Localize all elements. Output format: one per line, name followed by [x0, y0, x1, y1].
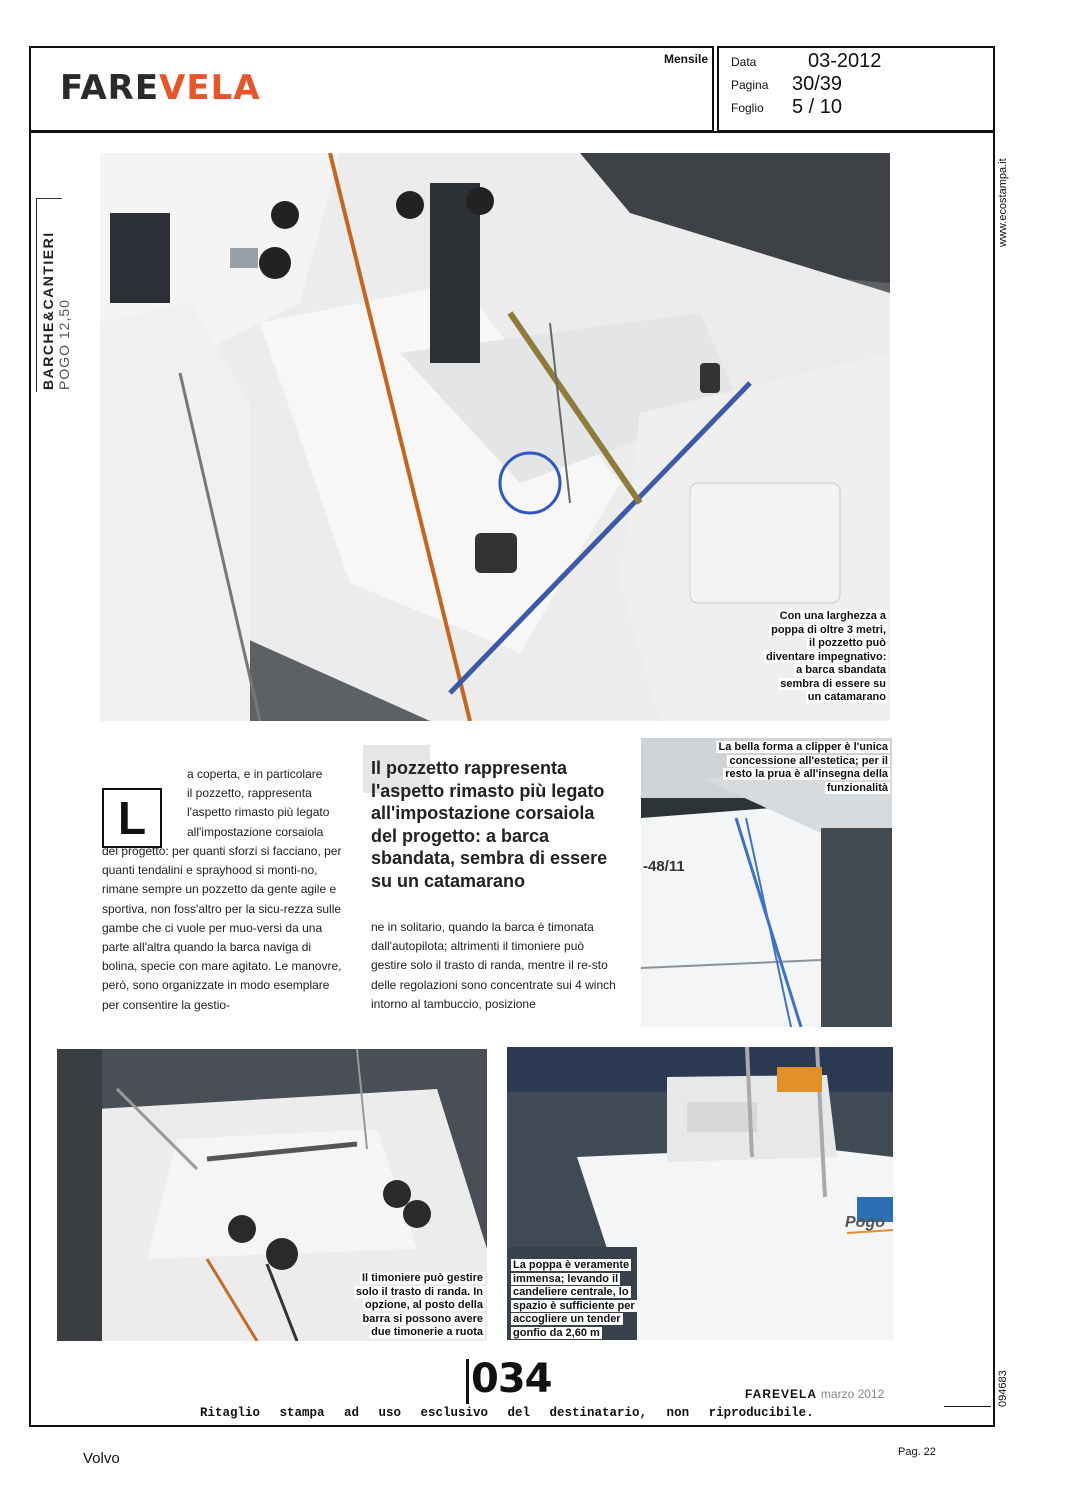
disclaimer: Ritaglio stampa ad uso esclusivo del destinatario, non riproducibile. — [200, 1406, 814, 1420]
source-url: www.ecostampa.it — [997, 158, 1009, 247]
lead-line-2: il pozzetto, rappresenta — [187, 786, 312, 801]
lead-line-3: l'aspetto rimasto più legato — [187, 805, 330, 820]
brand-name: Pogo — [845, 1214, 885, 1231]
lead-line-1: a coperta, e in particolare — [187, 767, 323, 781]
hull-number: -48/11 — [643, 858, 685, 875]
footer-issue-date: marzo 2012 — [820, 1387, 885, 1401]
caption-stern-text: La poppa è veramente immensa; levando il candeliere centrale, lo spazio è sufficiente per accogliere un tender gonfio da 2,60 m — [513, 1259, 635, 1339]
caption-main-photo — [764, 610, 888, 705]
footer-magazine — [745, 1387, 884, 1401]
caption-main-text: Con una larghezza a poppa di oltre 3 metri, il pozzetto può diventare impegnativo: a barca sbandata sembra di essere su un catamarano — [766, 610, 887, 703]
page-number: Pag. 22 — [898, 1446, 936, 1458]
folio-rule — [466, 1359, 469, 1404]
section-subtitle: POGO 12,50 — [56, 299, 72, 390]
sheet-value: 5 / 10 — [792, 96, 843, 118]
folio-number: 034 — [471, 1356, 552, 1402]
caption-helm-text: Il timoniere può gestire solo il trasto di randa. In opzione, al posto della barra si possono avere due timonerie a ruota — [355, 1272, 483, 1338]
article-column-1: del progetto: per quanti sforzi si facciano, per quanti tendalini e sprayhood si monti-no, rimane sempre un pozzetto da gente agile e sportiva, non foss'altro per la sicu-rezza sulle gambe che ci vuole per muo-versi da una parte all'altra quando la barca naviga di bolina, specie con mare agitato. Le manovre, però, sono organizzate in modo esemplare per consentire la gestio- — [102, 844, 342, 1012]
section-label — [40, 231, 72, 390]
caption-bow-photo — [705, 741, 890, 795]
article-column-2: ne in solitario, quando la barca è timonata dall'autopilota; altrimenti il timoniere può gestire solo il trasto di randa, mentre il re-sto delle regolazioni sono concentrate sui 4 winch intorno al tambuccio, posizione — [371, 920, 616, 1011]
logo-vela: VELA — [159, 68, 261, 108]
section-rule — [36, 198, 37, 392]
page-value: 30/39 — [792, 73, 843, 95]
clip-code: 094683 — [997, 1370, 1009, 1407]
date-label: Data — [731, 55, 757, 69]
article-lead — [187, 765, 347, 842]
pullquote: Il pozzetto rappresenta l'aspetto rimasto più legato all'impostazione corsaiola del progetto: a barca sbandata, sembra di essere su un catamarano — [371, 758, 608, 891]
footer-magazine-name: FAREVELA — [745, 1387, 817, 1401]
caption-helm-photo — [345, 1272, 485, 1340]
logo-fare: FARE — [60, 68, 160, 108]
caption-bow-text: La bella forma a clipper è l'unica concessione all'estetica; per il resto la prua è all'insegna della funzionalità — [718, 741, 888, 794]
section-title: BARCHE&CANTIERI — [40, 231, 56, 390]
page-label: Pagina — [731, 78, 769, 92]
frequency-label: Mensile — [664, 52, 709, 66]
lead-line-4: all'impostazione corsaiola — [187, 824, 324, 839]
caption-stern-photo — [511, 1259, 649, 1340]
section-rule-top — [36, 198, 62, 199]
magazine-logo — [60, 68, 261, 108]
client-label: Volvo — [83, 1450, 120, 1467]
date-value: 03-2012 — [808, 50, 882, 72]
right-tick — [944, 1406, 991, 1407]
sheet-label: Foglio — [731, 101, 764, 115]
dropcap: L — [102, 788, 162, 848]
